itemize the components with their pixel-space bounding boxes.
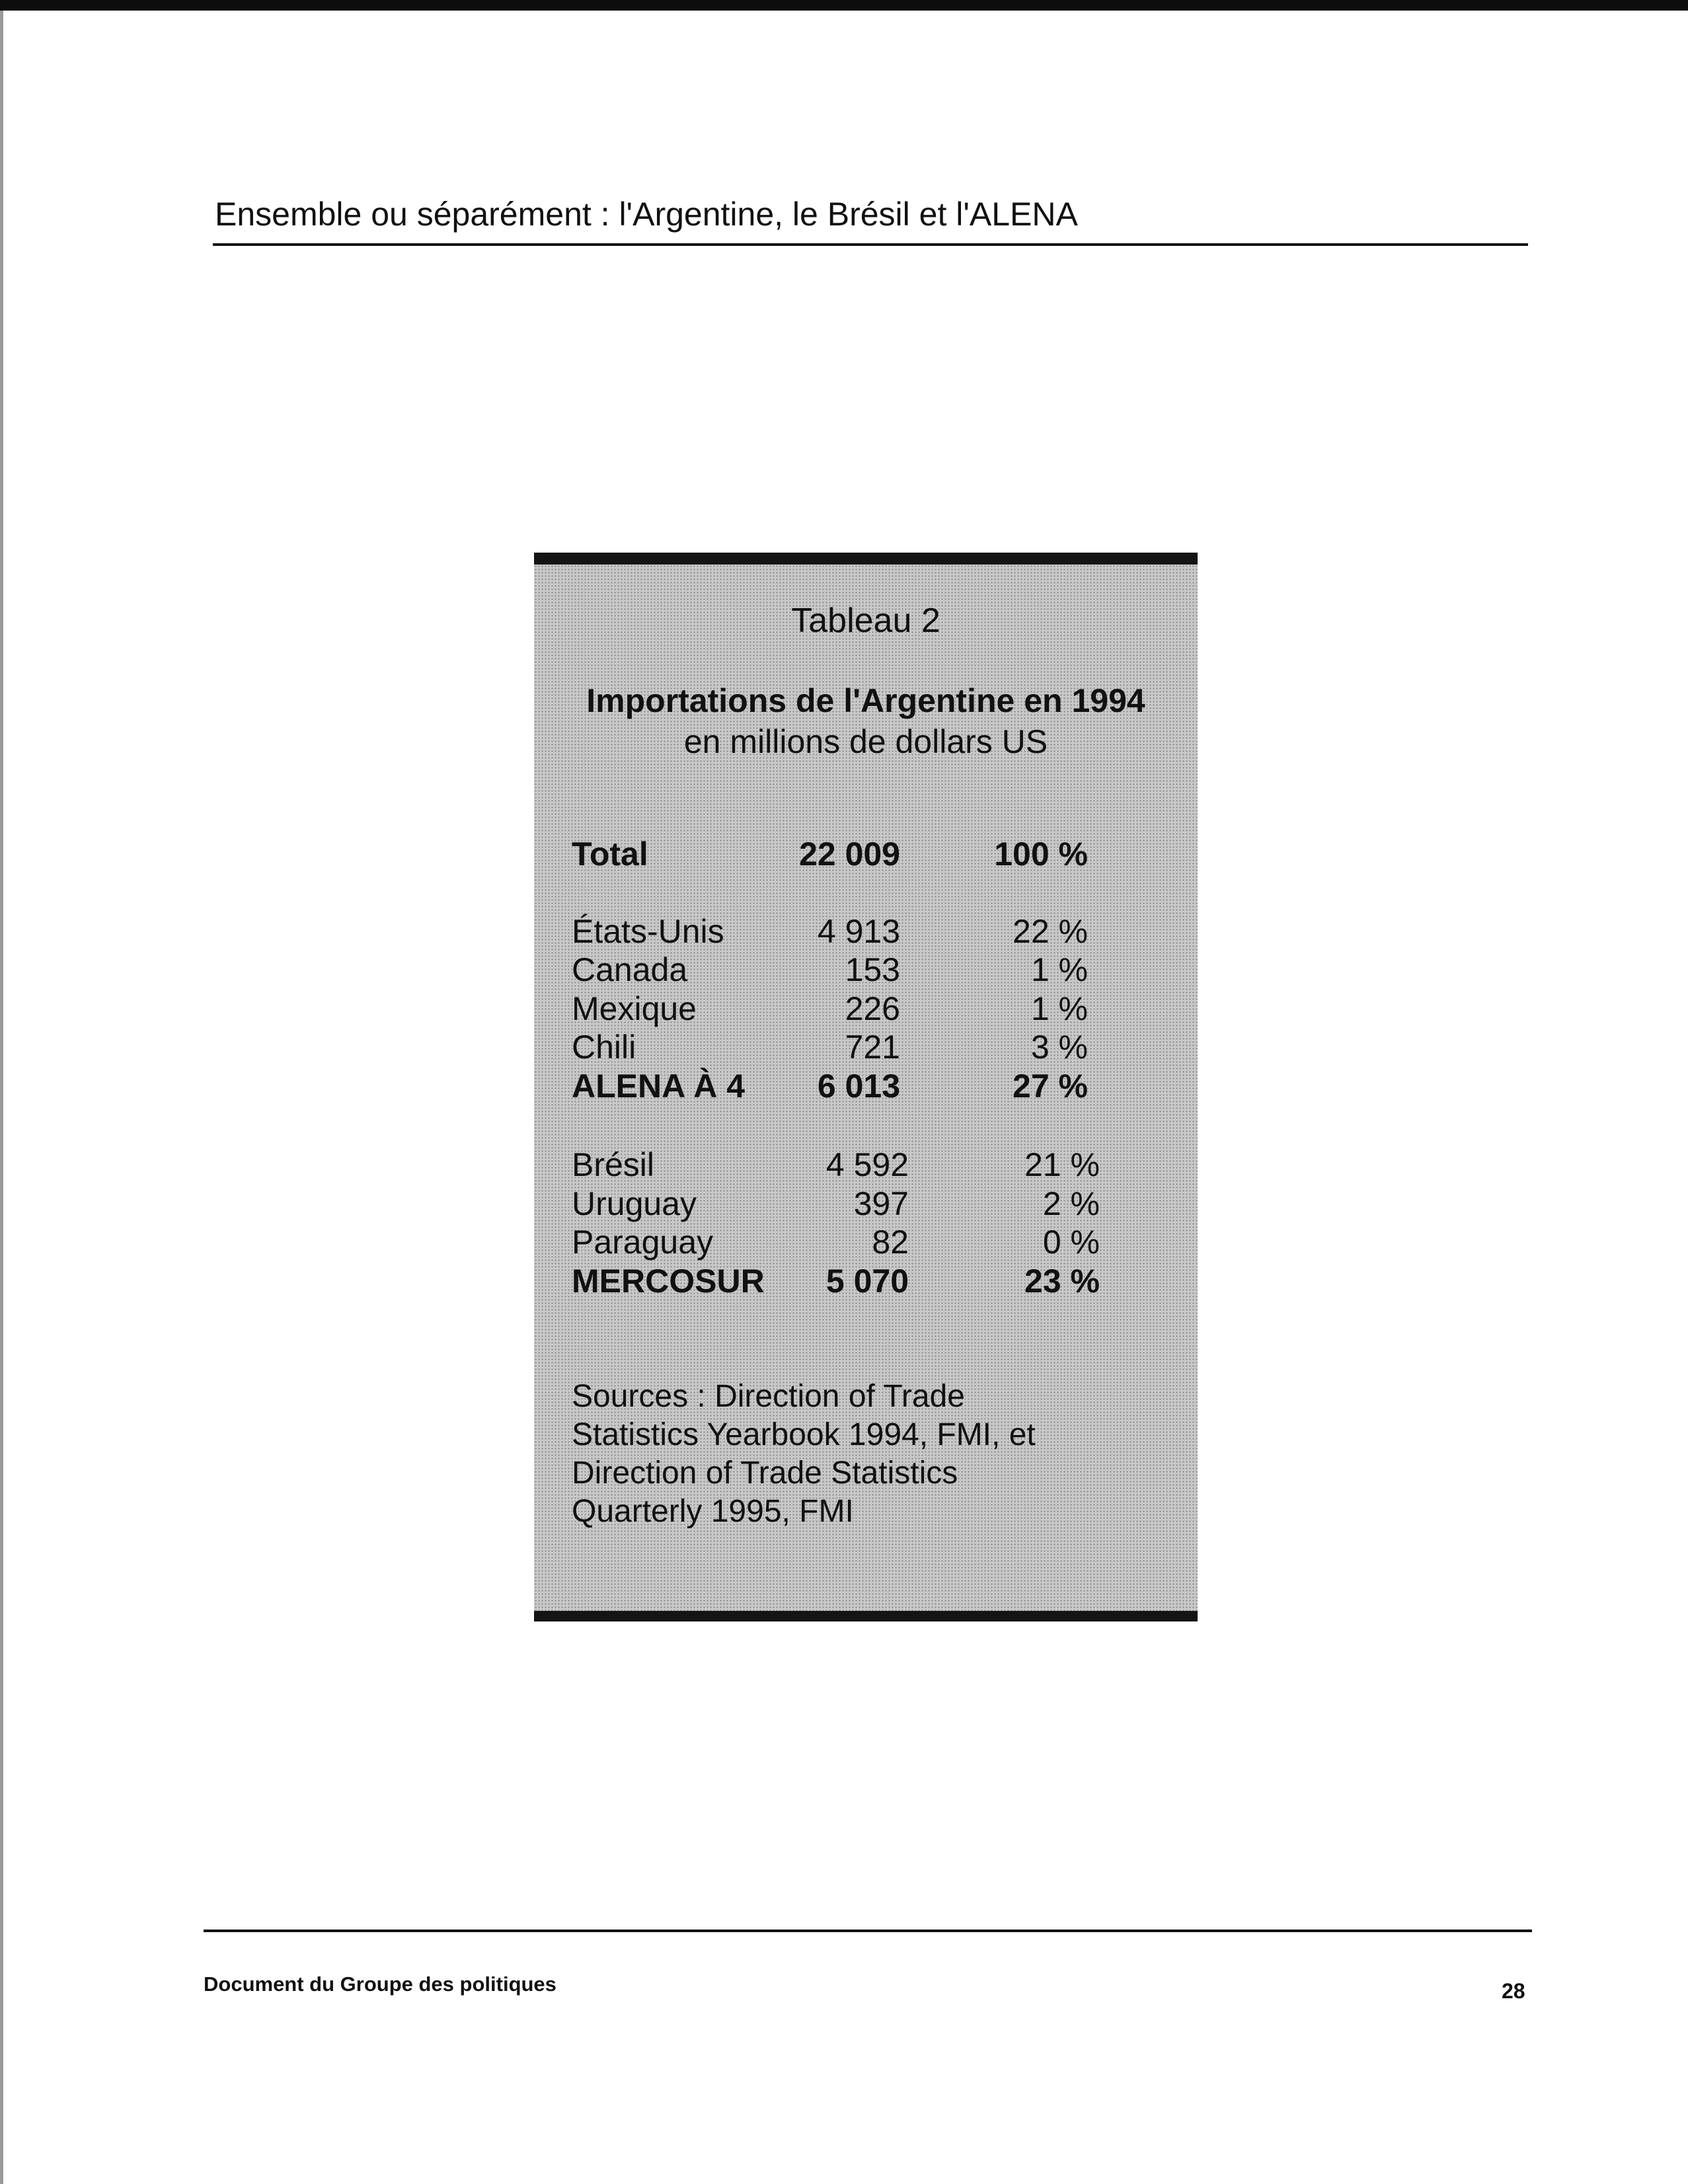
scan-top-border bbox=[0, 0, 1688, 11]
row-percent: 1 % bbox=[1030, 951, 1088, 988]
header-rule bbox=[213, 243, 1528, 246]
row-value: 6 013 bbox=[817, 1068, 900, 1105]
row-value: 82 bbox=[872, 1224, 909, 1261]
table-row bbox=[534, 1184, 1198, 1224]
row-percent: 23 % bbox=[1024, 1263, 1100, 1300]
table-row bbox=[534, 950, 1198, 990]
row-label: États-Unis bbox=[572, 913, 724, 950]
row-label: Chili bbox=[572, 1029, 636, 1066]
row-percent: 22 % bbox=[1013, 913, 1088, 950]
sources-line: Statistics Yearbook 1994, FMI, et bbox=[572, 1417, 1036, 1452]
row-percent: 21 % bbox=[1024, 1146, 1100, 1183]
table-row-mercosur bbox=[534, 1261, 1198, 1301]
sources-line: Sources : Direction of Trade bbox=[572, 1379, 965, 1414]
row-label: MERCOSUR bbox=[572, 1263, 765, 1300]
row-value: 721 bbox=[845, 1029, 900, 1066]
table-subtitle-line1: Importations de l'Argentine en 1994 bbox=[586, 682, 1145, 719]
sources-line: Direction of Trade Statistics bbox=[572, 1456, 958, 1491]
footer-rule bbox=[204, 1930, 1532, 1932]
table-sources bbox=[572, 1378, 1036, 1531]
table-row bbox=[534, 989, 1198, 1029]
scan-left-edge bbox=[0, 11, 3, 2184]
row-value: 22 009 bbox=[799, 836, 900, 873]
row-value: 5 070 bbox=[825, 1263, 909, 1300]
table-row bbox=[534, 1027, 1198, 1067]
page-number: 28 bbox=[1502, 1979, 1525, 2003]
row-percent: 1 % bbox=[1030, 990, 1088, 1027]
table-row-alena bbox=[534, 1066, 1198, 1106]
table-row bbox=[534, 1145, 1198, 1185]
row-label: Brésil bbox=[572, 1146, 655, 1183]
row-label: Mexique bbox=[572, 990, 697, 1027]
table-row bbox=[534, 1222, 1198, 1262]
row-percent: 0 % bbox=[1042, 1224, 1100, 1261]
row-label: ALENA À 4 bbox=[572, 1068, 746, 1105]
row-percent: 3 % bbox=[1030, 1029, 1088, 1066]
row-label: Canada bbox=[572, 951, 688, 988]
footer-document-name: Document du Groupe des politiques bbox=[204, 1972, 556, 1996]
row-percent: 2 % bbox=[1042, 1185, 1100, 1222]
row-value: 153 bbox=[845, 951, 900, 988]
row-value: 397 bbox=[853, 1185, 909, 1222]
row-value: 226 bbox=[845, 990, 900, 1027]
table-row bbox=[534, 912, 1198, 951]
row-label: Paraguay bbox=[572, 1224, 714, 1261]
running-header: Ensemble ou séparément : l'Argentine, le Brésil et l'ALENA bbox=[215, 196, 1078, 233]
table-row-total bbox=[534, 834, 1198, 874]
sources-line: Quarterly 1995, FMI bbox=[572, 1494, 854, 1529]
table-subtitle bbox=[534, 680, 1198, 762]
table-box bbox=[534, 553, 1198, 1621]
row-percent: 27 % bbox=[1013, 1068, 1088, 1105]
row-label: Total bbox=[572, 836, 648, 873]
table-title: Tableau 2 bbox=[791, 602, 940, 640]
row-value: 4 592 bbox=[825, 1146, 909, 1183]
row-percent: 100 % bbox=[994, 836, 1088, 873]
row-label: Uruguay bbox=[572, 1185, 697, 1222]
row-value: 4 913 bbox=[817, 913, 900, 950]
table-subtitle-line2: en millions de dollars US bbox=[683, 723, 1048, 760]
